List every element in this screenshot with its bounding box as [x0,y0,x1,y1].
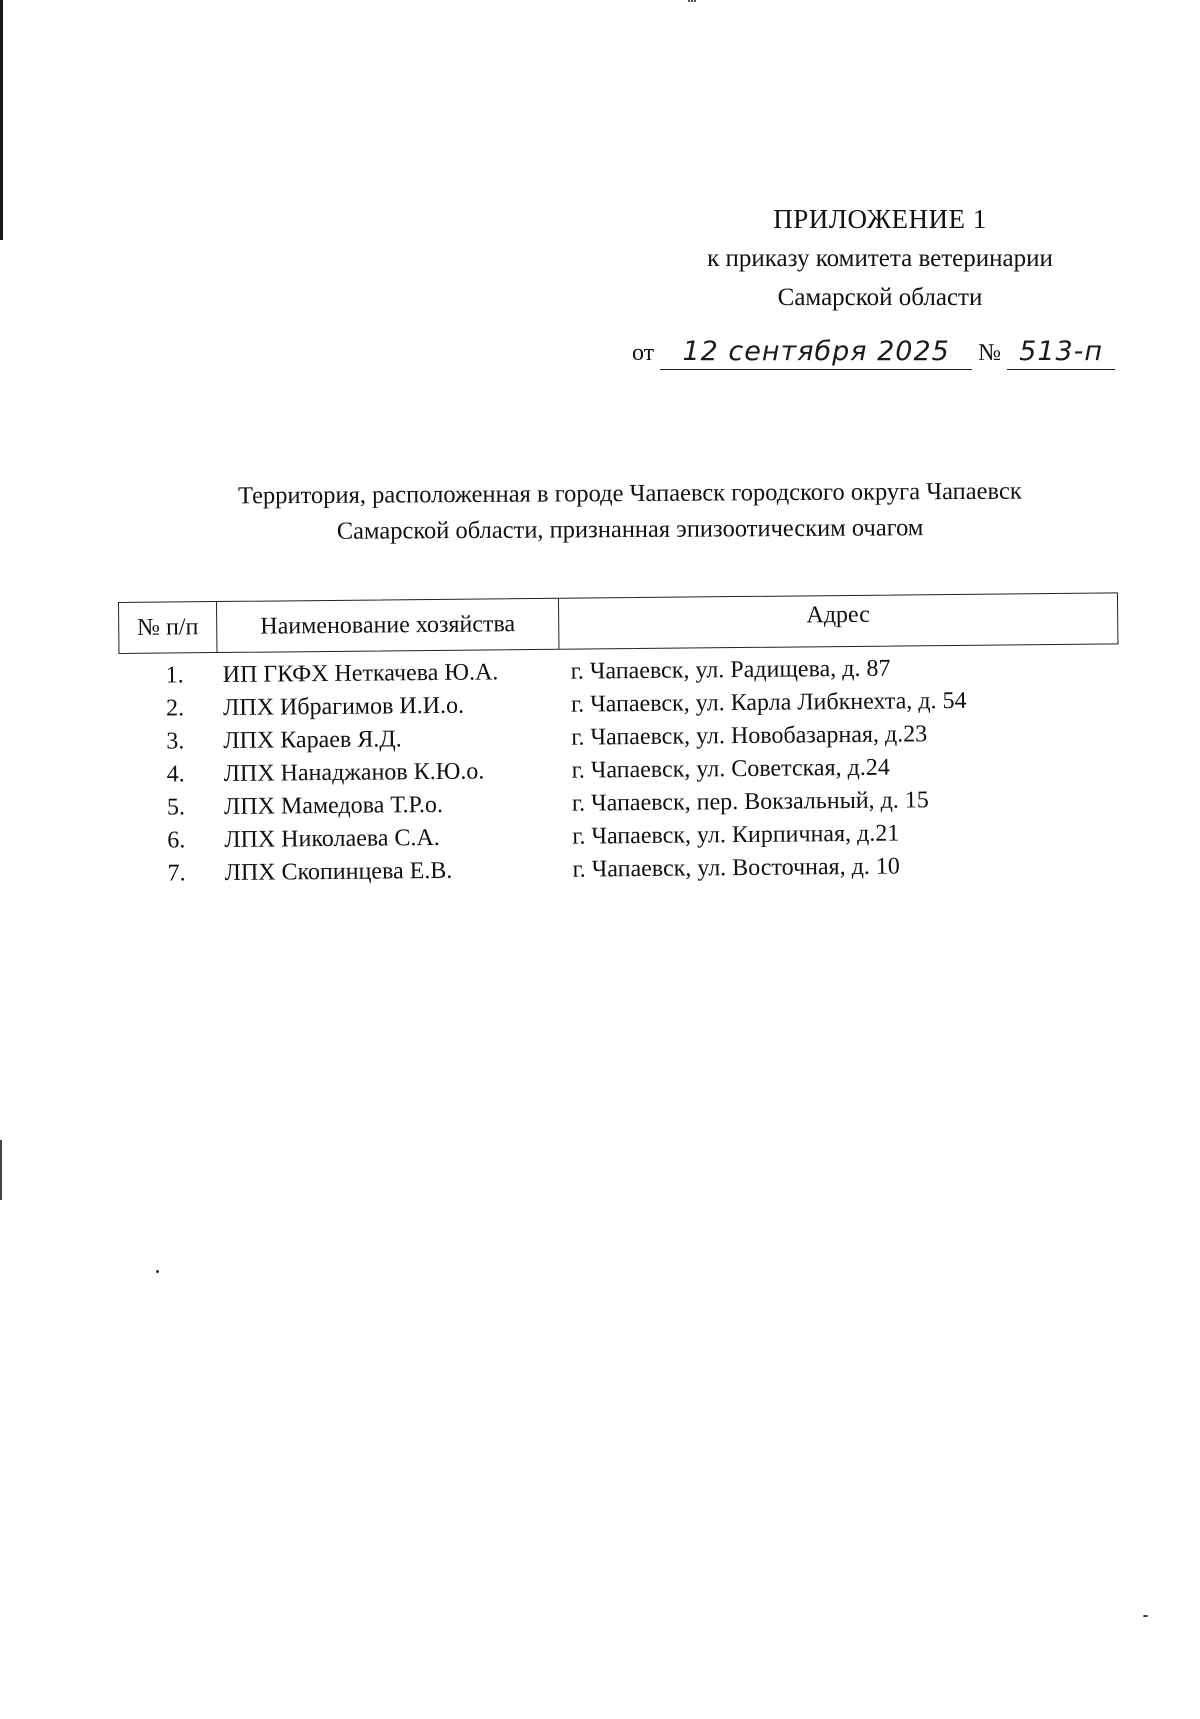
scan-edge-shadow [0,0,3,240]
table-body [118,644,1120,891]
scan-speck [156,1270,159,1273]
farm-address: г. Чапаевск, ул. Кирпичная, д.21 [572,820,900,850]
order-date-handwritten: 12 сентября 2025 [660,335,972,370]
row-number: 3. [166,728,185,755]
farm-name: ЛПХ Мамедова Т.Р.о. [223,791,444,820]
heading-line: Самарской области, признанная эпизоотическим очагом [336,514,924,545]
scan-artifact [688,0,696,5]
header-cell-number: № п/п [119,602,217,653]
row-number: 5. [166,794,186,821]
scan-speck [1143,1615,1148,1617]
header-cell-address: Адрес [806,601,871,629]
farm-name: ЛПХ Ибрагимов И.И.о. [222,692,465,721]
farm-address: г. Чапаевск, ул. Советская, д.24 [571,754,890,784]
farm-name: ЛПХ Караев Я.Д. [223,726,402,754]
row-number: 7. [167,860,186,887]
farm-address: г. Чапаевск, пер. Вокзальный, д. 15 [571,787,929,817]
farms-table [118,592,1121,891]
order-reference [626,335,1115,375]
appendix-title: ПРИЛОЖЕНИЕ 1 [773,204,987,234]
farm-name: ИП ГКФХ Неткачева Ю.А. [222,659,499,688]
appendix-line: к приказу комитета ветеринарии [707,245,1053,272]
farm-name: ЛПХ Николаева С.А. [224,824,440,853]
farm-name: ЛПХ Скопинцева Е.В. [224,857,453,886]
row-number: 1. [165,662,184,689]
scan-edge-shadow [0,1140,2,1200]
appendix-line: Самарской области [777,284,983,311]
farm-name: ЛПХ Нанаджанов К.Ю.о. [223,758,485,787]
row-number: 6. [167,827,186,854]
farm-address: г. Чапаевск, ул. Восточная, д. 10 [572,853,900,883]
document-heading [180,473,1080,550]
heading-line: Территория, расположенная в городе Чапаевск городского округа Чапаевск [237,477,1022,510]
order-number-label: № [978,340,1002,366]
table-header [118,592,1118,654]
order-number-handwritten: 513-п [1007,335,1115,370]
farm-address: г. Чапаевск, ул. Радищева, д. 87 [570,655,891,685]
farm-address: г. Чапаевск, ул. Карла Либкнехта, д. 54 [570,687,967,718]
farm-address: г. Чапаевск, ул. Новобазарная, д.23 [571,721,928,751]
order-from-label: от [632,340,655,366]
row-number: 2. [165,695,185,722]
header-cell-farm-name: Наименование хозяйства [217,599,559,652]
row-number: 4. [166,761,185,788]
appendix-block [670,200,1090,317]
